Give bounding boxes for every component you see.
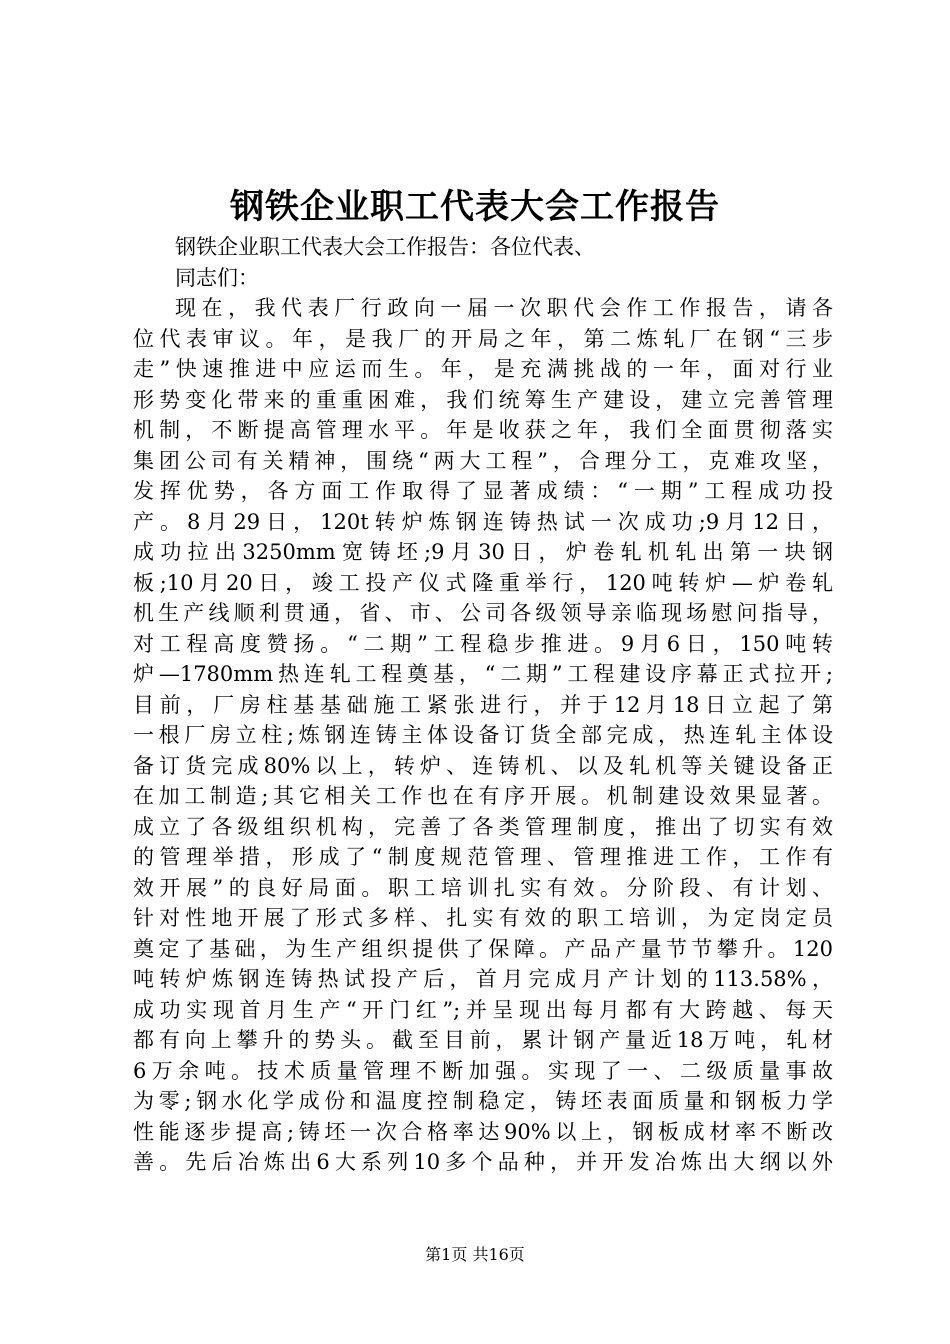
body-line: 性能逐步提高;铸坯一次合格率达90%以上，钢板成材率不断改 [133, 1119, 833, 1144]
body-line: 都有向上攀升的势头。截至目前，累计钢产量近18万吨，轧材 [133, 1028, 833, 1052]
body-line: 成立了各级组织机构，完善了各类管理制度，推出了切实有效 [133, 814, 833, 839]
document-title: 钢铁企业职工代表大会工作报告 [230, 187, 720, 227]
body-line: 产。8月29日，120t转炉炼钢连铸热试一次成功;9月12日， [133, 509, 833, 534]
body-line: 在加工制造;其它相关工作也在有序开展。机制建设效果显著。 [133, 784, 833, 808]
body-line: 形势变化带来的重重困难，我们统筹生产建设，建立完善管理 [133, 387, 833, 412]
body-line: 善。先后冶炼出6大系列10多个品种，并开发冶炼出大纲以外 [133, 1150, 833, 1174]
body-line: 备订货完成80%以上，转炉、连铸机、以及轧机等关键设备正 [133, 753, 833, 778]
body-line: 吨转炉炼钢连铸热试投产后，首月完成月产计划的113.58%， [133, 967, 833, 991]
body-line: 走”快速推进中应运而生。年，是充满挑战的一年，面对行业 [133, 357, 833, 381]
page-footer: 第1页 共16页 [425, 1245, 525, 1264]
body-line: 发挥优势，各方面工作取得了显著成绩：“一期”工程成功投 [133, 479, 833, 503]
body-line: 奠定了基础，为生产组织提供了保障。产品产量节节攀升。120 [133, 936, 833, 961]
body-line: 板;10月20日，竣工投产仪式隆重举行，120吨转炉—炉卷轧 [133, 570, 833, 595]
body-line: 目前，厂房柱基基础施工紧张进行，并于12月18日立起了第 [133, 692, 833, 717]
body-line: 位代表审议。年，是我厂的开局之年，第二炼轧厂在钢“三步 [133, 326, 833, 351]
document-body [133, 232, 833, 1178]
body-line: 现在，我代表厂行政向一届一次职代会作工作报告，请各 [175, 296, 833, 320]
body-line: 钢铁企业职工代表大会工作报告：各位代表、 [175, 235, 595, 259]
body-line: 的管理举措，形成了“制度规范管理、管理推进工作，工作有 [133, 845, 833, 869]
body-line: 集团公司有关精神，围绕“两大工程”，合理分工，克难攻坚， [133, 448, 833, 473]
body-line: 效开展”的良好局面。职工培训扎实有效。分阶段、有计划、 [133, 875, 833, 900]
body-line: 机生产线顺利贯通，省、市、公司各级领导亲临现场慰问指导， [133, 601, 833, 625]
body-line: 成功实现首月生产“开门红”;并呈现出每月都有大跨越、每天 [133, 997, 833, 1022]
body-line: 为零;钢水化学成份和温度控制稳定，铸坯表面质量和钢板力学 [133, 1089, 833, 1113]
body-line: 对工程高度赞扬。“二期”工程稳步推进。9月6日，150吨转 [133, 631, 833, 656]
body-line: 6万余吨。技术质量管理不断加强。实现了一、二级质量事故 [133, 1058, 833, 1083]
body-line: 一根厂房立柱;炼钢连铸主体设备订货全部完成，热连轧主体设 [133, 723, 833, 747]
body-line: 同志们： [175, 265, 259, 290]
body-line: 炉—1780mm热连轧工程奠基，“二期”工程建设序幕正式拉开; [133, 662, 833, 686]
body-line: 成功拉出3250mm宽铸坯;9月30日，炉卷轧机轧出第一块钢 [133, 540, 833, 564]
body-line: 针对性地开展了形式多样、扎实有效的职工培训，为定岗定员 [133, 906, 833, 930]
body-line: 机制，不断提高管理水平。年是收获之年，我们全面贯彻落实 [133, 418, 833, 442]
